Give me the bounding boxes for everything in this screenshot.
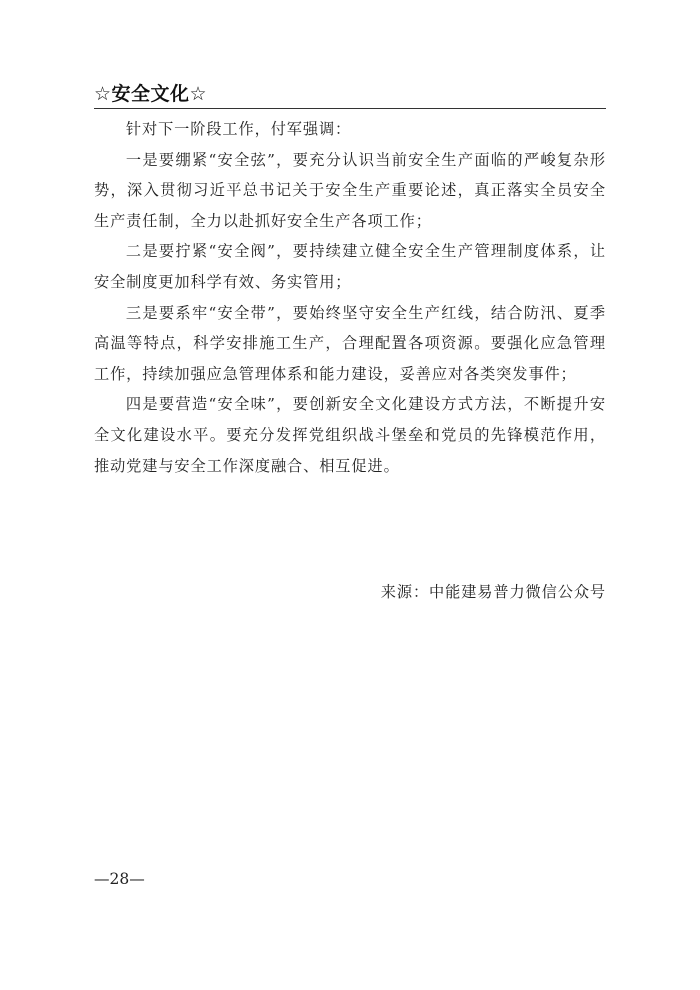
article-body xyxy=(94,114,606,481)
paragraph-point-4: 四是要营造“安全味”，要创新安全文化建设方式方法，不断提升安全文化建设水平。要充分发挥党组织战斗堡垒和党员的先锋模范作用，推动党建与安全工作深度融合、相互促进。 xyxy=(94,395,606,475)
source-credit: 来源：中能建易普力微信公众号 xyxy=(380,583,606,601)
paragraph-intro: 针对下一阶段工作，付军强调： xyxy=(125,120,352,138)
paragraph-point-1: 一是要绷紧“安全弦”，要充分认识当前安全生产面临的严峻复杂形势，深入贯彻习近平总书记关于安全生产重要论述，真正落实全员安全生产责任制，全力以赴抓好安全生产各项工作； xyxy=(94,150,606,230)
paragraph-point-3: 三是要系牢“安全带”，要始终坚守安全生产红线，结合防汛、夏季高温等特点，科学安排施工生产，合理配置各项资源。要强化应急管理工作，持续加强应急管理体系和能力建设，妥善应对各类突发事件； xyxy=(94,303,606,383)
section-header xyxy=(94,82,606,109)
page-number: —28— xyxy=(94,870,145,888)
paragraph-point-2: 二是要拧紧“安全阀”，要持续建立健全安全生产管理制度体系，让安全制度更加科学有效、务实管用； xyxy=(94,242,606,291)
section-title: ☆安全文化☆ xyxy=(94,83,208,105)
